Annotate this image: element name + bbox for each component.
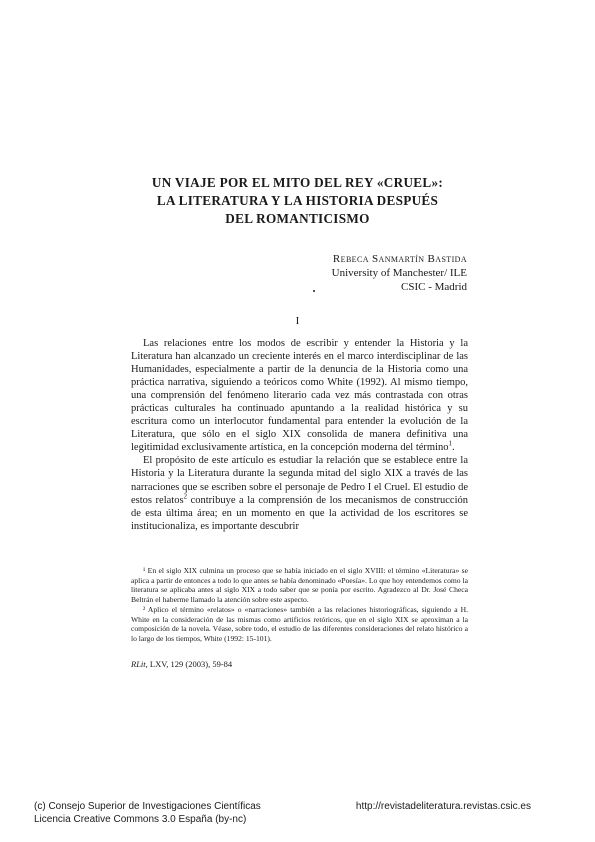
- author-block: [332, 252, 467, 294]
- footer-license: [34, 800, 261, 826]
- author-name: Rebeca Sanmartín Bastida: [332, 253, 467, 265]
- footnote-ref-1: 1: [448, 439, 453, 448]
- author-affiliation-1: University of Manchester/ ILE: [331, 267, 467, 279]
- footnote-1: ¹ En el siglo XIX culmina un proceso que se había iniciado en el siglo XVIII: el término «Literatura» se aplica a partir de entonces a todo lo que antes se había denominado «Poesía». Lo que hoy entendemos como la literatura se aplicaba antes al siglo XIX a todo saber que se ponía por escrito. Agradezco al Dr. José Checa Beltrán el haberme llamado la atención sobre este aspecto.: [131, 566, 468, 605]
- section-number: I: [295, 315, 300, 327]
- title-line-2: LA LITERATURA Y LA HISTORIA DESPUÉS: [156, 193, 439, 208]
- title-line-1: UN VIAJE POR EL MITO DEL REY «CRUEL»:: [151, 175, 444, 190]
- footnotes: [131, 566, 468, 644]
- footnote-separator: [131, 556, 468, 557]
- paragraph-1-text: Las relaciones entre los modos de escribir y entender la Historia y la Literatura han alcanzado un creciente interés en el marco interdisciplinar de las Humanidades, especialmente a partir de la denuncia de la Historia como una práctica narrativa, siguiendo a teóricos como White (1992). Al mismo tiempo, una comprensión del fenómeno literario cada vez más contrastada con otras prácticas culturales ha continuado apuntando a la realidad histórica y su escritura como un interlocutor fundamental para entender la evolución de la Literatura, que sólo en el siglo XIX consolida de manera definitiva una legitimidad exclusivamente artística, en la concepción moderna del término: [131, 338, 468, 454]
- paragraph-2: [131, 454, 468, 532]
- footer-url[interactable]: http://revistadeliteratura.revistas.csic.es: [355, 801, 531, 812]
- paragraph-2-text-b: contribuye a la comprensión de los mecanismos de construcción de esta última área; en un momento en que la actividad de los escritores se institucionaliza, es importante descubrir: [131, 494, 468, 532]
- footnote-ref-2: 2: [183, 492, 188, 501]
- journal-abbrev: RLit: [131, 659, 146, 669]
- body-text: [131, 337, 468, 533]
- citation-details: , LXV, 129 (2003), 59-84: [145, 659, 233, 669]
- footer-copyright: (c) Consejo Superior de Investigaciones Científicas: [34, 801, 261, 812]
- title-line-3: DEL ROMANTICISMO: [225, 211, 370, 226]
- journal-citation: [131, 659, 232, 669]
- paragraph-1: [131, 337, 468, 454]
- article-title: [100, 174, 495, 228]
- footer-license-text: Licencia Creative Commons 3.0 España (by-nc): [34, 814, 247, 825]
- author-affiliation-2: CSIC - Madrid: [401, 281, 467, 293]
- scan-speck: [313, 290, 315, 292]
- paragraph-1-end: .: [452, 442, 455, 454]
- paragraph-2-text-a: El propósito de este artículo es estudiar la relación que se establece entre la Historia y la Literatura durante la segunda mitad del siglo XIX a través de las narraciones que se escriben sobre el personaje de Pedro I el Cruel. El estudio de estos relatos: [131, 455, 468, 506]
- footnote-2: ² Aplico el término «relatos» o «narraciones» también a las relaciones historiográficas, siguiendo a H. White en la consideración de las mismas como artificios retóricos, que en el siglo XIX se aproximan a la composición de la novela. Véase, sobre todo, el estudio de las diferentes consideraciones del relato histórico a lo largo de los tiempos, White (1992: 15-101).: [131, 604, 468, 643]
